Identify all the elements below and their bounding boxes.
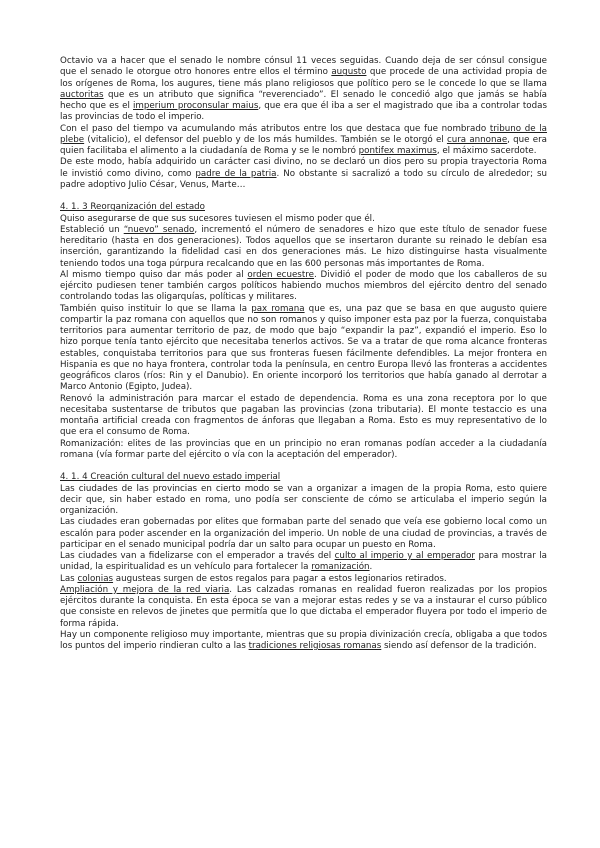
section-creacion-cultural <box>60 472 547 652</box>
underlined-term: cura annonae <box>446 134 508 145</box>
paragraph <box>60 585 547 630</box>
paragraph <box>60 124 547 158</box>
text-run: que es, una paz que se basa en que augusto quiere compartir la paz romana con aquellos que no son romanos y quiso imponer esta paz por la fuerza, conquistaba territorios para aumentar territorio de paz, de modo que bajo “expandir la paz”, expandió el imperio. Eso lo hizo porque tenía tanto ejército que necesitaba tenerlos activos. Se va a tratar de que roma alcance fronteras estables, conquistaba territorios para que sus fronteras fuesen fácilmente defendibles. La mejor frontera en Hispania es que no haya frontera, controlar toda la península, en centro Europa llevó las fronteras a accidentes geográficos claros (ríos: Rin y el Danubio). En oriente incorporó los territorios que había ganado al derrotar a Marco Antonio (Egipto, Judea). <box>60 303 548 393</box>
section-heading: 4. 1. 4 Creación cultural del nuevo estado imperial <box>60 472 281 483</box>
text-run: Las ciudades van a fidelizarse con el emperador a través del <box>60 551 335 561</box>
paragraph <box>60 551 547 574</box>
underlined-term: romanización <box>311 562 370 573</box>
underlined-term: auctoritas <box>60 89 104 100</box>
paragraph <box>60 517 547 551</box>
text-run: Quiso asegurarse de que sus sucesores tuviesen el mismo poder que él. <box>60 213 375 224</box>
underlined-term: pontifex maximus <box>358 146 437 156</box>
text-run: Al mismo tiempo quiso dar más poder al <box>60 269 248 280</box>
text-run: que es un atributo que significa “reverenciado”. El senado le concedió algo que jamás se había hecho que es el <box>60 89 547 111</box>
underlined-term: tribuno de la plebe <box>60 123 548 145</box>
text-run: Estableció un <box>60 224 124 235</box>
underlined-term: “nuevo” senado <box>123 224 195 235</box>
text-run: . <box>369 562 373 573</box>
paragraph <box>60 394 547 439</box>
text-run: También quiso instituir lo que se llama la <box>60 303 252 314</box>
text-run: Las ciudades eran gobernadas por elites que formaban parte del senado que veía ese gobierno local como un escalón para poder ascender en la organización del imperio. Un noble de una ciudad de provincias, a través de participar en el senado municipal podría dar un salto para ocupar un puesto en Roma. <box>60 517 547 550</box>
paragraph <box>60 574 547 585</box>
text-run: siendo así defensor de la tradición. <box>381 641 537 651</box>
paragraph <box>60 157 547 191</box>
text-run: Hay un componente religioso muy importante, mientras que su propia divinización crecía, obligaba a que todos los puntos del imperio rindieran culto a las <box>60 629 547 651</box>
text-run: . No obstante si sacralizó a todo su círculo de alrededor; su padre adoptivo Julio César, Venus, Marte… <box>60 168 547 190</box>
text-run: Romanización: elites de las provincias que en un principio no eran romanas podían acceder a la ciudadanía romana (vía formar parte del ejército o vía con la aceptación del emperador). <box>60 438 547 460</box>
underlined-term: orden ecuestre <box>247 269 314 280</box>
text-run: , que era que él iba a ser el magistrado que iba a controlar todas las provincias de todo el imperio. <box>60 101 547 123</box>
underlined-term: tradiciones religiosas romanas <box>248 641 382 651</box>
paragraph <box>60 225 547 270</box>
text-run: , el máximo sacerdote. <box>436 146 537 156</box>
underlined-term: augusto <box>331 67 367 78</box>
text-run: para mostrar la unidad, la espiritualidad es un vehículo para fortalecer la <box>60 551 548 573</box>
paragraph <box>60 484 547 518</box>
text-run: Con el paso del tiempo va acumulando más atributos entre los que destaca que fue nombrado <box>60 123 490 134</box>
underlined-term: pax romana <box>251 303 305 314</box>
text-run: que procede de una actividad propia de los orígenes de Roma, los augures, tiene más plano religiosos que político pero se le concede lo que se llama <box>60 67 548 89</box>
underlined-term: colonias <box>77 573 114 584</box>
text-run: , que era quien facilitaba el alimento a la ciudadanía de Roma y se le nombró <box>60 134 547 156</box>
text-run: Las <box>60 573 78 584</box>
paragraph <box>60 304 547 394</box>
underlined-term: Ampliación y mejora de la red viaria <box>60 584 230 595</box>
paragraph <box>60 56 547 124</box>
underlined-term: culto al imperio y al emperador <box>334 551 475 561</box>
text-run: Octavio va a hacer que el senado le nombre cónsul 11 veces seguidas. Cuando deja de ser cónsul consigue que el senado le otorgue otro honores entre ellos el término <box>60 56 547 78</box>
text-run: Las ciudades de las provincias en cierto modo se van a organizar a imagen de la propia Roma, esto quiere decir que, sin haber estado en roma, uno podía ser consciente de cómo se articulaba el imperio según la organización. <box>60 483 547 516</box>
paragraph <box>60 270 547 304</box>
section-reorganizacion <box>60 202 547 461</box>
intro-block <box>60 56 547 191</box>
text-run: (vitalicio), el defensor del pueblo y de los más humildes. También se le otorgó el <box>84 134 447 145</box>
paragraph <box>60 630 547 653</box>
text-run: De este modo, había adquirido un carácter casi divino, no se declaró un dios pero su propia trayectoria Roma le invistió como divino, como <box>60 157 547 179</box>
text-run: . Las calzadas romanas en realidad fueron realizadas por los propios ejércitos durante la conquista. En esta época se van a mejorar estas redes y se va a instaurar el curso público que consiste en relevos de jinetes que permitía que lo que dictaba el emperador fluyera por todo el imperio de forma rápida. <box>60 584 547 629</box>
paragraph <box>60 214 547 225</box>
paragraph <box>60 439 547 462</box>
text-run: augusteas surgen de estos regalos para pagar a estos legionarios retirados. <box>113 573 447 584</box>
text-run: . Dividió el poder de modo que los caballeros de su ejército pudiesen tener también cargos políticos habiendo muchos miembros del ejército dentro del senado controlando todas las oligarquías, políticas y militares. <box>60 269 547 303</box>
section-heading: 4. 1. 3 Reorganización del estado <box>60 202 205 213</box>
underlined-term: imperium proconsular maius <box>133 101 259 111</box>
underlined-term: padre de la patria <box>195 168 277 179</box>
text-run: Renovó la administración para marcar el estado de dependencia. Roma es una zona receptora por lo que necesitaba sustentarse de tributos que pagaban las provincias (zona tributaria). El monte testaccio es una montaña artificial creada con fragmentos de ánforas que llegaban a Roma. Esto es muy representativo de lo que era el consumo de Roma. <box>60 393 547 438</box>
text-run: , incrementó el número de senadores e hizo que este título de senador fuese hereditario (hasta en dos generaciones). Todos aquellos que se insertaron durante su reinado le debían esa inserción, garantizando la fidelidad casi en dos generaciones más. Le hizo distinguirse hasta visualmente teniendo todos una toga púrpura recalcando que en las 600 personas más importantes de Roma. <box>60 224 547 269</box>
